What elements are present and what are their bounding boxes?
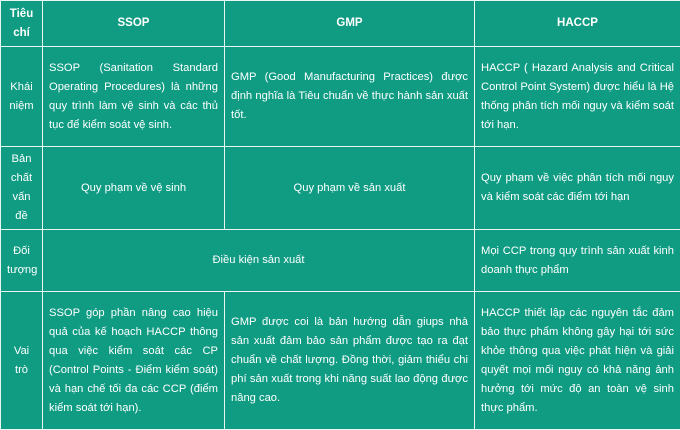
header-gmp: GMP [225,1,475,47]
cell-ssop-nature: Quy phạm về vệ sinh [43,147,225,230]
criteria-subject: Đối tượng [1,230,43,292]
cell-haccp-nature: Quy phạm về việc phân tích mối nguy và kiểm soát các điểm tới hạn [475,147,680,230]
table-row-subject [1,230,680,292]
cell-gmp-role: GMP được coi là bản hướng dẫn giups nhà sản xuất đảm bảo sản phẩm được tạo ra đạt chuẩn về chất lượng. Đồng thời, giảm thiểu chi phí sản xuất trong khi năng suất lao động được nâng cao. [225,292,475,430]
criteria-nature: Bản chất vấn đề [1,147,43,230]
cell-ssop-concept: SSOP (Sanitation Standard Operating Procedures) là những quy trình làm vệ sinh và các thủ tục để kiểm soát vệ sinh. [43,47,225,147]
table-row-concept [1,47,680,147]
criteria-concept: Khái niệm [1,47,43,147]
cell-haccp-concept: HACCP ( Hazard Analysis and Critical Control Point System) được hiểu là Hệ thống phân tích mối nguy và kiểm soát tới hạn. [475,47,680,147]
cell-gmp-concept: GMP (Good Manufacturing Practices) được định nghĩa là Tiêu chuẩn về thực hành sản xuất tốt. [225,47,475,147]
header-haccp: HACCP [475,1,680,47]
table-row-nature [1,147,680,230]
cell-haccp-role: HACCP thiết lập các nguyên tắc đảm bảo thực phẩm không gây hại tới sức khỏe thông qua việc phát hiện và giải quyết mọi mối nguy có khả năng ảnh hưởng tới mức độ an toàn vệ sinh thực phẩm. [475,292,680,430]
cell-haccp-subject: Mọi CCP trong quy trình sản xuất kinh doanh thực phẩm [475,230,680,292]
table-row-role [1,292,680,430]
cell-ssop-role: SSOP góp phần nâng cao hiệu quả của kế hoạch HACCP thông qua việc kiểm soát các CP (Control Points - Điểm kiểm soát) và hạn chế tối đa các CCP (điểm kiểm soát tới hạn). [43,292,225,430]
header-criteria: Tiêu chí [1,1,43,47]
header-ssop: SSOP [43,1,225,47]
criteria-role: Vai trò [1,292,43,430]
cell-gmp-nature: Quy phạm về sản xuất [225,147,475,230]
cell-ssop-gmp-subject: Điều kiện sản xuất [43,230,475,292]
header-row [1,1,680,47]
